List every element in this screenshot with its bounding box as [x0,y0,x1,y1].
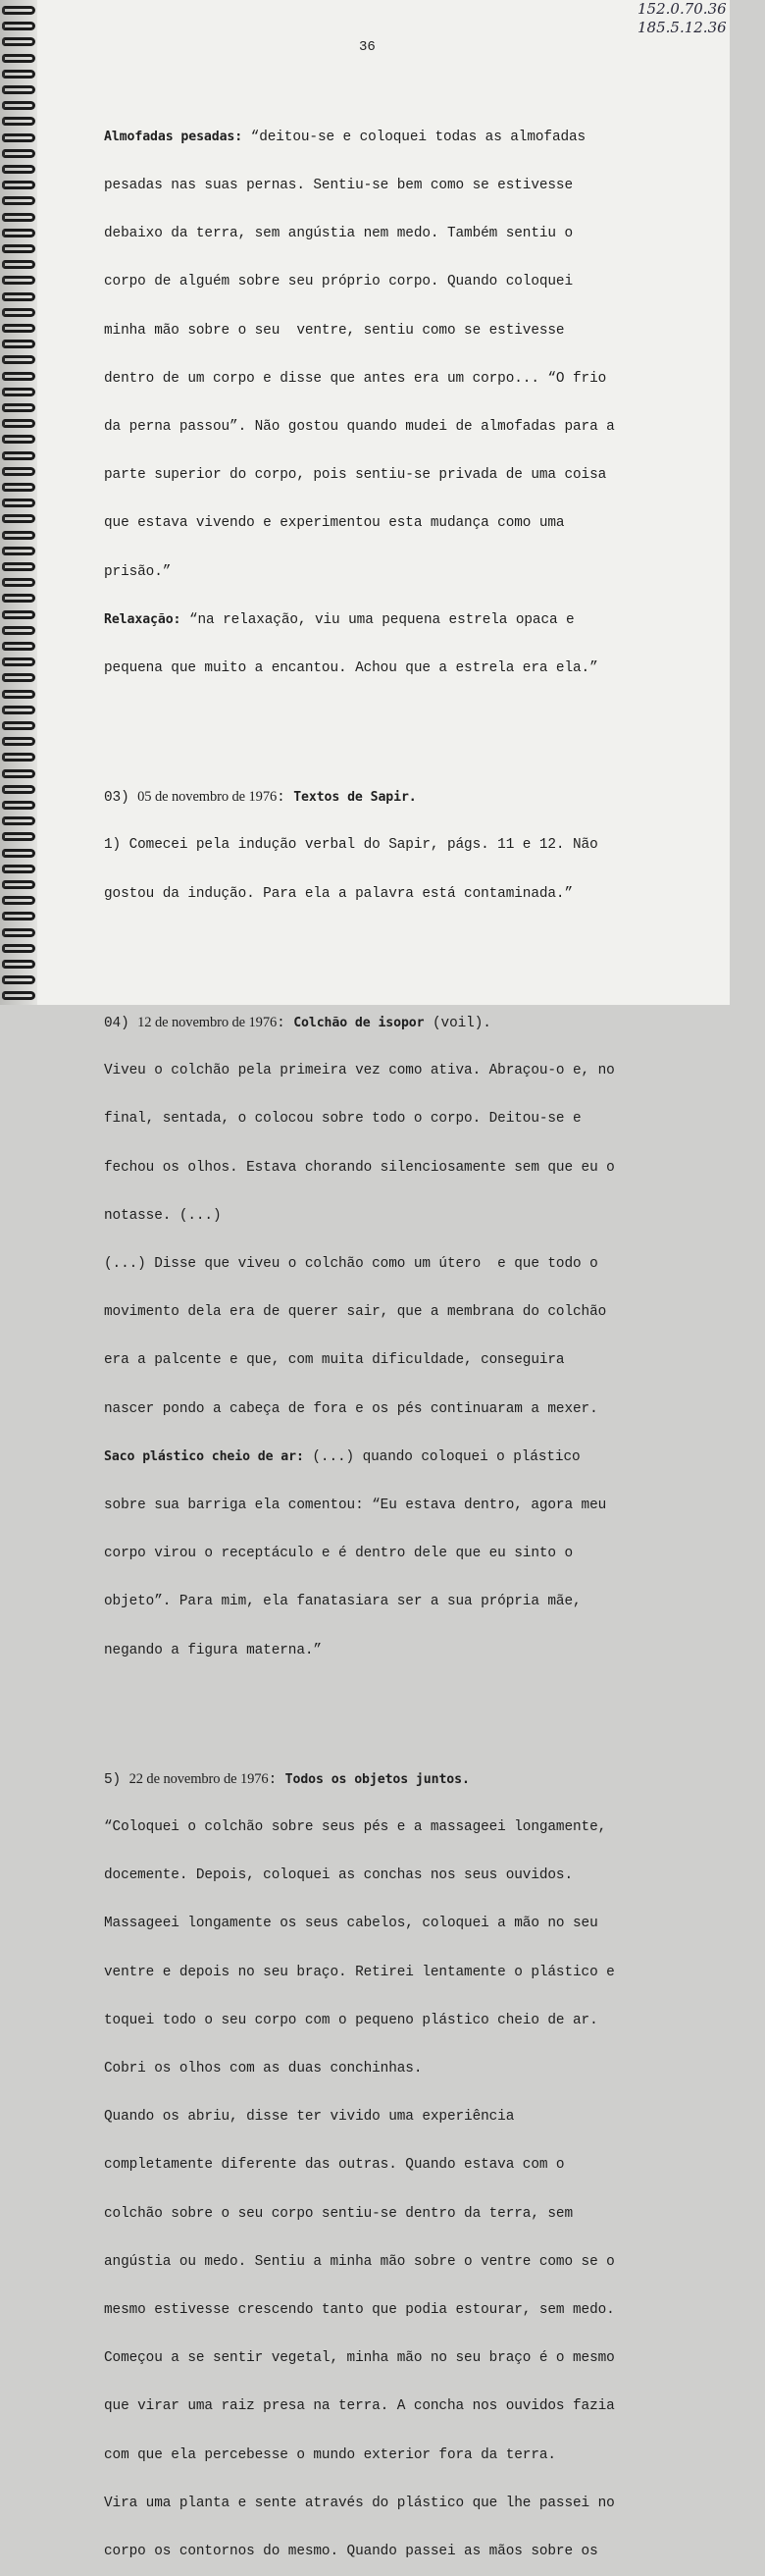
text-line: Cobri os olhos com as duas conchinhas. [104,2060,423,2077]
binding-coil [2,101,35,110]
binding-coil [2,594,35,603]
binding-coil [2,673,35,682]
text-line: fechou os olhos. Estava chorando silenciosamente sem que eu o [104,1159,615,1176]
text-line: objeto”. Para mim, ela fanatasiara ser a sua própria mãe, [104,1594,582,1610]
binding-coil [2,292,35,301]
text-line: nascer pondo a cabeça de fora e os pés continuaram a mexer. [104,1400,598,1417]
text-line: final, sentada, o colocou sobre todo o corpo. Deitou-se e [104,1111,582,1128]
binding-coil [2,849,35,858]
binding-coil [2,657,35,666]
binding-coil [2,54,35,63]
binding-coil [2,403,35,412]
text-line: que virar uma raiz presa na terra. A concha nos ouvidos fazia [104,2398,615,2415]
binding-coil [2,324,35,333]
binding-coil [2,483,35,492]
text-line: corpo virou o receptáculo e é dentro dele que eu sinto o [104,1546,574,1562]
session-4-heading: 04) 12 de novembro de 1976: Colchão de isopor (voil). [104,1014,491,1031]
text-line: mesmo estivesse crescendo tanto que podia estourar, sem medo. [104,2301,615,2318]
session-date: 12 de novembro de 1976 [137,1014,278,1030]
text-line: que estava vivendo e experimentou esta mudança como uma [104,515,565,532]
text-line: da perna passou”. Não gostou quando mudei de almofadas para a [104,419,615,436]
relaxacao-heading: Relaxação: [104,611,181,627]
binding-coil [2,928,35,937]
session-title: Colchão de isopor [293,1015,425,1030]
binding-coil [2,753,35,762]
binding-coil [2,6,35,15]
binding-coil [2,355,35,364]
page-number: 36 [359,39,376,55]
binding-coil [2,165,35,174]
binding-coil [2,244,35,253]
text-line: Vira uma planta e sente através do plástico que lhe passei no [104,2495,615,2511]
binding-coil [2,832,35,841]
text-line: sobre sua barriga ela comentou: “Eu estava dentro, agora meu [104,1497,607,1513]
binding-coil [2,467,35,476]
text-line: Viveu o colchão pela primeira vez como ativa. Abraçou-o e, no [104,1063,615,1079]
binding-coil [2,912,35,920]
binding-coil [2,610,35,619]
handwritten-note [638,0,765,37]
text-line: (...) Disse que viveu o colchão como um útero e que todo o [104,1255,598,1272]
binding-coil [2,149,35,158]
binding-coil [2,642,35,651]
binding-coil [2,991,35,1000]
binding-coil [2,340,35,348]
text-line: dentro de um corpo e disse que antes era um corpo... “O frio [104,370,607,387]
spiral-binding [0,0,39,1005]
binding-coil [2,514,35,523]
binding-coil [2,865,35,873]
text-line: notasse. (...) [104,1207,222,1224]
almofadas-heading: Almofadas pesadas: [104,129,243,144]
text-line: ventre e depois no seu braço. Retirei lentamente o plástico e [104,1964,615,1980]
binding-coil [2,706,35,714]
text-line: negando a figura materna.” [104,1642,322,1658]
binding-coil [2,562,35,571]
binding-coil [2,690,35,699]
text-line: debaixo da terra, sem angústia nem medo. Também sentiu o [104,226,574,242]
text-line: prisão.” [104,563,172,580]
text-line: parte superior do corpo, pois sentiu-se privada de uma coisa [104,467,607,484]
binding-coil [2,816,35,825]
text-line: 1) Comecei pela indução verbal do Sapir, págs. 11 e 12. Não [104,837,598,854]
text-line: colchão sobre o seu corpo sentiu-se dentro da terra, sem [104,2205,574,2222]
text-line: corpo de alguém sobre seu próprio corpo. Quando coloquei [104,274,574,290]
binding-coil [2,372,35,381]
binding-coil [2,801,35,810]
session-date: 22 de novembro de 1976 [128,1770,269,1787]
binding-coil [2,896,35,905]
saco-heading: Saco plástico cheio de ar: [104,1448,304,1464]
binding-coil [2,547,35,555]
binding-coil [2,276,35,285]
text-line: Almofadas pesadas: “deitou-se e coloquei todas as almofadas [104,129,586,145]
binding-coil [2,769,35,778]
binding-coil [2,960,35,969]
binding-coil [2,578,35,587]
text-line: completamente diferente das outras. Quando estava com o [104,2157,565,2174]
text-line: toquei todo o seu corpo com o pequeno plástico cheio de ar. [104,2012,598,2028]
text-line: Quando os abriu, disse ter vivido uma experiência [104,2109,515,2126]
binding-coil [2,22,35,30]
session-title: Textos de Sapir. [293,790,417,806]
binding-coil [2,785,35,794]
text-line: Começou a se sentir vegetal, minha mão no seu braço é o mesmo [104,2350,615,2367]
binding-coil [2,70,35,79]
binding-coil [2,975,35,984]
text-line: corpo os contornos do mesmo. Quando passei as mãos sobre os [104,2544,598,2559]
text-line: era a palcente e que, com muita dificuldade, conseguira [104,1352,565,1369]
binding-coil [2,196,35,205]
binding-coil [2,419,35,428]
text-line: angústia ou medo. Sentiu a minha mão sobre o ventre como se o [104,2253,615,2270]
binding-coil [2,229,35,237]
session-3-heading: 03) 05 de novembro de 1976: Textos de Sapir. [104,789,417,807]
binding-coil [2,37,35,46]
binding-coil [2,451,35,460]
binding-coil [2,721,35,730]
binding-coil [2,737,35,746]
text-line: pesadas nas suas pernas. Sentiu-se bem como se estivesse [104,178,574,194]
body-text [104,97,692,2576]
text-line: pequena que muito a encantou. Achou que a estrela era ela.” [104,660,598,677]
text-line: movimento dela era de querer sair, que a membrana do colchão [104,1304,607,1321]
text-line: Saco plástico cheio de ar: (...) quando coloquei o plástico [104,1448,581,1465]
binding-coil [2,944,35,953]
handwritten-note-line-2: 185.5.12.36 [638,19,727,36]
text-line: gostou da indução. Para ela a palavra está contaminada.” [104,885,574,902]
text-line: docemente. Depois, coloquei as conchas nos seus ouvidos. [104,1867,574,1884]
binding-coil [2,880,35,889]
binding-coil [2,499,35,507]
text-line: Relaxação: “na relaxação, viu uma pequena estrela opaca e [104,611,575,628]
handwritten-note-line-1: 152.0.70.36 [638,0,727,18]
text-line: minha mão sobre o seu ventre, sentiu como se estivesse [104,322,565,339]
binding-coil [2,85,35,94]
text-line: com que ela percebesse o mundo exterior fora da terra. [104,2446,556,2463]
text-line: Massageei longamente os seus cabelos, coloquei a mão no seu [104,1916,598,1932]
binding-coil [2,388,35,396]
session-title: Todos os objetos juntos. [284,1771,470,1787]
text-line: “Coloquei o colchão sobre seus pés e a massageei longamente, [104,1818,607,1835]
binding-coil [2,531,35,540]
binding-coil [2,213,35,222]
binding-coil [2,435,35,444]
binding-coil [2,133,35,142]
binding-coil [2,181,35,189]
binding-coil [2,117,35,126]
session-date: 05 de novembro de 1976 [137,789,278,806]
binding-coil [2,260,35,269]
binding-coil [2,626,35,635]
session-5-heading: 5) 22 de novembro de 1976: Todos os objetos juntos. [104,1770,470,1788]
binding-coil [2,308,35,317]
